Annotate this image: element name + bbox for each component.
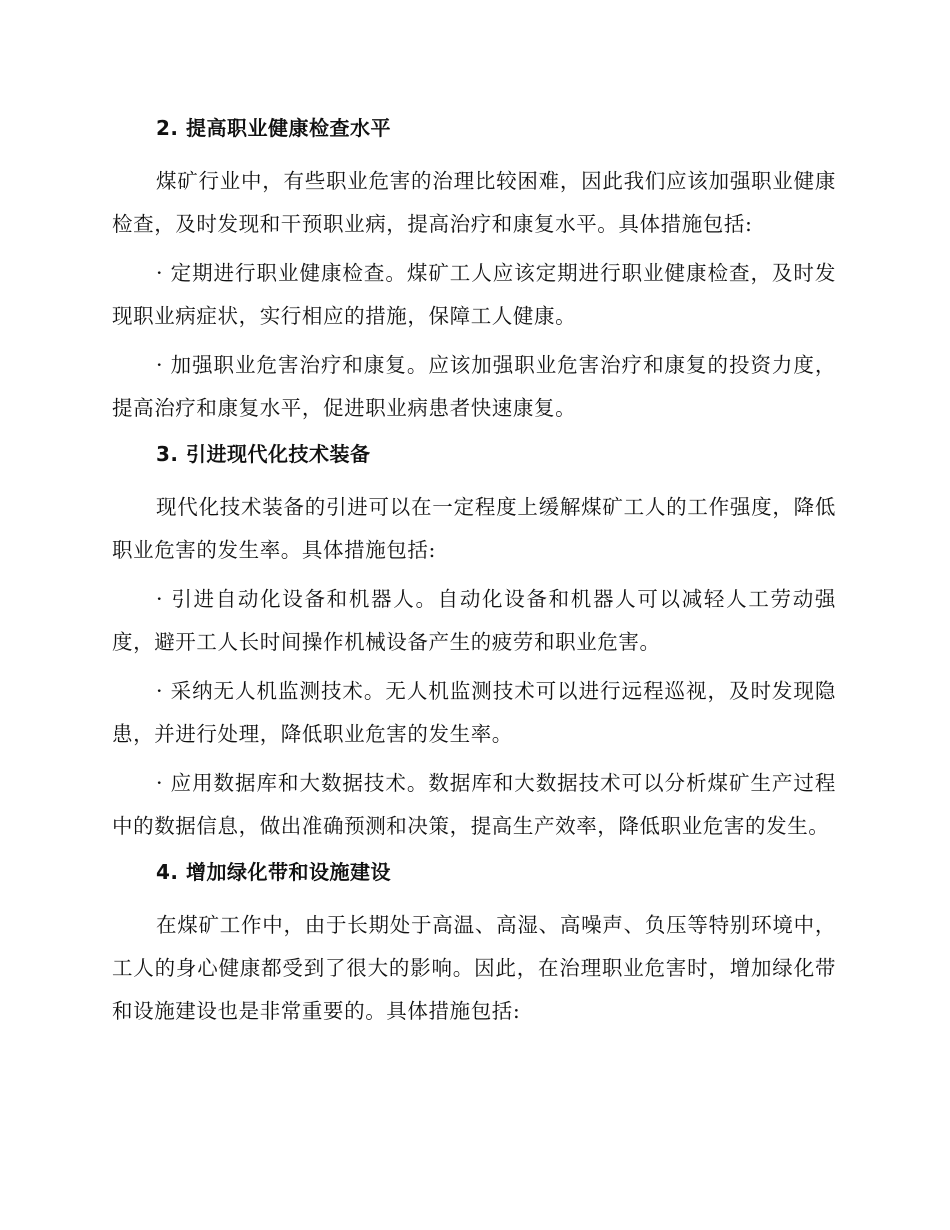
section-3 [112, 436, 836, 848]
paragraph: 煤矿行业中，有些职业危害的治理比较困难，因此我们应该加强职业健康检查，及时发现和干预职业病，提高治疗和康复水平。具体措施包括: [112, 169, 836, 236]
bullet-paragraph: · 采纳无人机监测技术。无人机监测技术可以进行远程巡视，及时发现隐患，并进行处理，降低职业危害的发生率。 [112, 679, 836, 746]
bullet-paragraph: · 定期进行职业健康检查。煤矿工人应该定期进行职业健康检查，及时发现职业病症状，实行相应的措施，保障工人健康。 [112, 261, 836, 328]
bullet-paragraph: · 加强职业危害治疗和康复。应该加强职业危害治疗和康复的投资力度，提高治疗和康复水平，促进职业病患者快速康复。 [112, 353, 836, 420]
document-body [112, 110, 836, 1039]
paragraph: 现代化技术装备的引进可以在一定程度上缓解煤矿工人的工作强度，降低职业危害的发生率。具体措施包括: [112, 495, 836, 562]
section-heading: 3. 引进现代化技术装备 [156, 442, 371, 466]
section-heading: 2. 提高职业健康检查水平 [156, 116, 391, 140]
bullet-paragraph: · 引进自动化设备和机器人。自动化设备和机器人可以减轻人工劳动强度，避开工人长时间操作机械设备产生的疲劳和职业危害。 [112, 587, 836, 654]
section-2 [112, 110, 836, 430]
section-heading: 4. 增加绿化带和设施建设 [156, 860, 391, 884]
section-4 [112, 854, 836, 1033]
bullet-paragraph: · 应用数据库和大数据技术。数据库和大数据技术可以分析煤矿生产过程中的数据信息，做出准确预测和决策，提高生产效率，降低职业危害的发生。 [112, 771, 836, 838]
paragraph: 在煤矿工作中，由于长期处于高温、高湿、高噪声、负压等特别环境中，工人的身心健康都受到了很大的影响。因此，在治理职业危害时，增加绿化带和设施建设也是非常重要的。具体措施包括: [112, 913, 836, 1023]
